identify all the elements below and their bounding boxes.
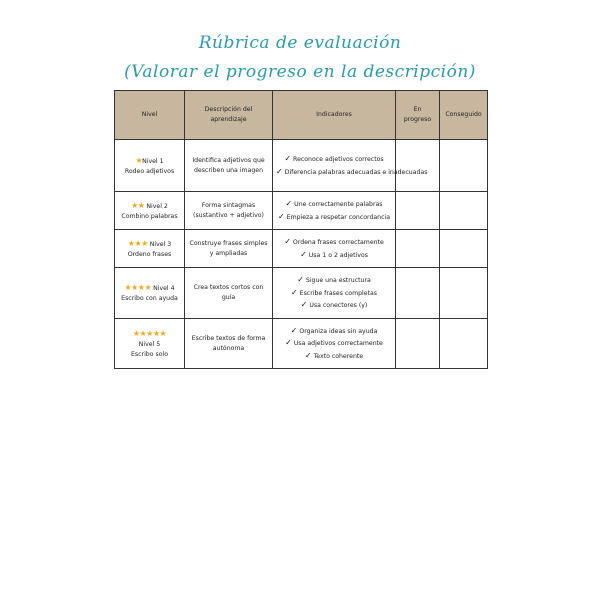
in-progress-cell[interactable]	[396, 192, 440, 230]
achieved-cell[interactable]	[440, 268, 488, 319]
description-cell: Crea textos cortos con guía	[185, 268, 273, 319]
check-icon: ✓	[284, 237, 291, 247]
description-cell: Construye frases simples y ampliadas	[185, 230, 273, 268]
header-in-progress: En progreso	[396, 91, 440, 140]
star-icon: ★★★	[127, 238, 148, 248]
level-cell	[115, 140, 185, 192]
star-icon: ★★★★★	[132, 328, 167, 338]
level-cell	[115, 268, 185, 319]
level-number: Nivel 2	[146, 202, 168, 210]
achieved-cell[interactable]	[440, 230, 488, 268]
table-row	[115, 268, 488, 319]
level-name: Ordeno frases	[127, 250, 172, 258]
in-progress-cell[interactable]	[396, 140, 440, 192]
indicators-cell	[273, 192, 396, 230]
indicator-item: ✓ Sigue una estructura	[297, 275, 371, 285]
level-cell	[115, 319, 185, 369]
indicator-item: ✓ Reconoce adjetivos correctos	[284, 154, 384, 164]
indicator-item: ✓ Une correctamente palabras	[285, 199, 383, 209]
check-icon: ✓	[277, 211, 285, 221]
table-row	[115, 192, 488, 230]
header-level: Nivel	[115, 91, 185, 140]
check-icon: ✓	[285, 199, 293, 209]
indicator-item: ✓ Usa conectores (y)	[300, 300, 368, 310]
achieved-cell[interactable]	[440, 140, 488, 192]
indicator-item: ✓ Organiza ideas sin ayuda	[290, 325, 378, 335]
indicators-cell	[273, 230, 396, 268]
check-icon: ✓	[284, 154, 292, 164]
level-cell	[115, 192, 185, 230]
indicators-cell	[273, 140, 428, 192]
check-icon: ✓	[290, 287, 298, 297]
level-name: Escribo con ayuda	[121, 295, 178, 303]
indicator-item: ✓ Texto coherente	[304, 350, 364, 360]
indicator-item: ✓ Diferencia palabras adecuadas e inadecuadas	[276, 166, 428, 176]
star-icon: ★	[135, 155, 143, 165]
header-indicators: Indicadores	[273, 91, 396, 140]
indicators-cell	[273, 268, 396, 319]
indicator-item: ✓ Ordena frases correctamente	[284, 237, 384, 247]
rubric-title: Rúbrica de evaluación	[198, 33, 402, 53]
in-progress-cell[interactable]	[396, 319, 440, 369]
check-icon: ✓	[285, 338, 292, 348]
table-row	[115, 140, 488, 192]
level-number: Nivel 3	[149, 240, 172, 248]
check-icon: ✓	[297, 275, 304, 285]
level-name: Combino palabras	[121, 212, 178, 220]
table-row	[115, 230, 488, 268]
description-cell: Identifica adjetivos que describen una imagen	[185, 140, 273, 192]
achieved-cell[interactable]	[440, 319, 488, 369]
rubric-subtitle: (Valorar el progreso en la descripción)	[124, 62, 476, 82]
level-number: Nivel 1	[142, 157, 164, 165]
indicators-cell	[273, 319, 396, 369]
indicator-item: ✓ Escribe frases completas	[290, 287, 378, 297]
indicator-item: ✓ Usa 1 o 2 adjetivos	[300, 249, 368, 259]
check-icon: ✓	[290, 325, 298, 335]
level-cell	[115, 230, 185, 268]
description-cell: Forma sintagmas (sustantivo + adjetivo)	[185, 192, 273, 230]
level-number: Nivel 4	[153, 285, 175, 292]
achieved-cell[interactable]	[440, 192, 488, 230]
indicator-item: ✓ Usa adjetivos correctamente	[285, 338, 383, 348]
in-progress-cell[interactable]	[396, 230, 440, 268]
check-icon: ✓	[276, 166, 283, 176]
header-description: Descripción del aprendizaje	[185, 91, 273, 140]
table-row	[115, 319, 488, 369]
star-icon: ★★★★	[124, 283, 152, 292]
check-icon: ✓	[300, 300, 308, 310]
check-icon: ✓	[300, 249, 307, 259]
description-cell: Escribe textos de forma autónoma	[185, 319, 273, 369]
level-number: Nivel 5	[138, 341, 161, 349]
indicator-item: ✓ Empieza a respetar concordancia	[277, 211, 391, 221]
check-icon: ✓	[304, 350, 312, 360]
header-achieved: Conseguido	[440, 91, 488, 140]
star-icon: ★★	[131, 200, 145, 210]
level-name: Rodeo adjetivos	[124, 167, 175, 175]
level-name: Escribo solo	[131, 350, 168, 358]
in-progress-cell[interactable]	[396, 268, 440, 319]
header-row	[115, 91, 488, 140]
rubric-table	[114, 90, 488, 369]
